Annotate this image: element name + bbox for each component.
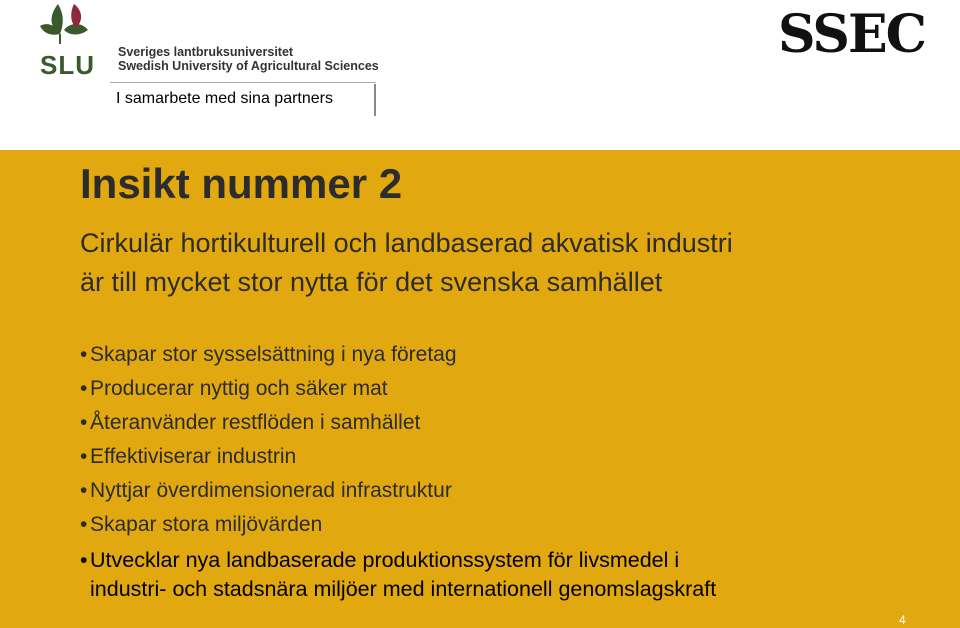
slide-content	[0, 150, 960, 628]
bullet-item: • Nyttjar överdimensionerad infrastruktur	[80, 474, 716, 508]
bullet-item: • Skapar stor sysselsättning i nya företag	[80, 338, 716, 372]
slu-wordmark: SLU	[40, 50, 95, 80]
university-name-en: Swedish University of Agricultural Sciences	[118, 59, 379, 73]
bullet-item-last	[80, 546, 716, 604]
slide-subtitle	[80, 224, 733, 302]
partners-text: I samarbete med sina partners	[116, 90, 333, 107]
bullet-item: • Effektiviserar industrin	[80, 440, 716, 474]
bullet-item: • Återanvänder restflöden i samhället	[80, 406, 716, 440]
header-divider-vertical	[374, 84, 376, 116]
bullet-last-line-2: industri- och stadsnära miljöer med internationell genomslagskraft	[90, 577, 717, 601]
university-name-sv: Sveriges lantbruksuniversitet	[118, 45, 294, 59]
header-divider-horizontal	[110, 82, 376, 83]
ssec-logo: SSEC	[778, 4, 925, 65]
page-number: 4	[899, 613, 906, 627]
slide-title: Insikt nummer 2	[80, 160, 403, 207]
bullet-item: • Skapar stora miljövärden	[80, 508, 716, 542]
subtitle-line-1: Cirkulär hortikulturell och landbaserad akvatisk industri	[80, 228, 733, 258]
subtitle-line-2: är till mycket stor nytta för det svenska samhället	[80, 267, 663, 297]
university-name	[118, 45, 379, 73]
bullet-last-line-1: • Utvecklar nya landbaserade produktionssystem för livsmedel i	[90, 548, 680, 572]
slide-header	[0, 0, 960, 150]
bullet-list	[80, 338, 716, 604]
bullet-item: • Producerar nyttig och säker mat	[80, 372, 716, 406]
